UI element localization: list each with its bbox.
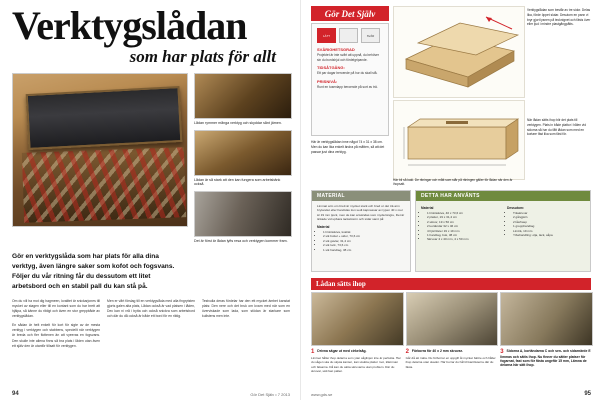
used-list-item: • 4 hjörnlister 19 x 19 mm xyxy=(427,229,499,233)
step-2-text: Går då att mäta. Du förborrar en uppgift åt mycket bättre och håller ihop delarna utan skador. Här borrar du hål till kantlisterna där du fästa. xyxy=(405,356,496,369)
step-3-image xyxy=(500,292,593,346)
used-column-1 xyxy=(421,204,499,242)
right-page xyxy=(300,0,600,400)
toolbox-closed-illustration xyxy=(394,101,524,179)
price-text: Runt en tusenlapp beroende på sort av trä. xyxy=(317,84,378,89)
thumbnail-image-3 xyxy=(194,191,292,237)
material-intro: Limmat arm om brett är mycket stark och bred ur det trä arm brytandet eller handslas i/en sedt kapnassar av typen 40 x mer är 19 mm tjock, men de kan användas som myda längre, Det är tickade vid upbara tackelstorn och sidar samt på: xyxy=(317,204,405,222)
step-1 xyxy=(311,292,402,374)
body-paragraph: Om du vill ha mot dig hagmeen, kvalitet är snickarjones till mycket av stagen eller till en kontant som du har brett att hjälpa, så känne du riktigt och även en stor greppbåde av verktygslådan. xyxy=(12,298,100,319)
thumbnail-3 xyxy=(194,191,290,244)
used-list-1 xyxy=(421,211,499,242)
used-panel-title: DETTA HAR ANVÄNTS xyxy=(416,191,590,201)
used-list-2 xyxy=(507,211,585,237)
used-list-item: • 1 limträskiva, 40 x 73,6 cm xyxy=(427,211,499,215)
step-1-text: Limmet håller ihop delarna som ytan såglinjen inte är perfekta. Har du sågen ska du skjuta kanten, kan utsätta plattor mot, klämman och falsarna. Då kan du sätta skruvarna utan problem. Där du skruvar, sätt fast pallen. xyxy=(311,356,401,374)
page-subtitle: som har plats för allt xyxy=(129,46,276,66)
step-1-title xyxy=(311,349,402,355)
left-footer-text: Gör Det Själv • 7 2013 xyxy=(250,391,290,397)
project-info-box xyxy=(311,23,389,136)
left-page-number: 94 xyxy=(12,391,19,397)
material-list xyxy=(317,230,405,252)
material-list-item: • 2 stk lock, 73,6 cm xyxy=(323,243,405,247)
page-title: Verktygslådan xyxy=(12,3,247,48)
thumbnail-caption-1: Lådan rymmer många verktyg och skyddar sånt järnen. xyxy=(194,120,282,125)
used-list-item: • 2 plattor, 19 x 31,4 cm xyxy=(427,215,499,219)
used-list-item: • Skruvar 4 x 40 mm, 4 x 50 mm xyxy=(427,237,499,241)
step-3 xyxy=(500,292,591,374)
difficulty-meter-mid xyxy=(339,28,358,43)
time-label: TIDSÅTGÅNG: xyxy=(317,65,345,71)
step-2-title-text: Förborra för 40 x 2 mm skruvar. xyxy=(411,349,463,353)
step-1-title-text: Drivna sägar ut med cirkelsåg. xyxy=(317,349,367,353)
step-2-title xyxy=(406,349,497,355)
material-list-item: • 1 limträskiva, kvalité: xyxy=(323,230,405,234)
thumbnail-caption-3: Det är först är lådan lyfts resa och verktygen kommer fram. xyxy=(194,239,288,244)
step-3-title xyxy=(500,349,591,367)
step-3-title-text: Sidorna A, kortändarna C och sen- och sidarnärde E limmas och sätts ihop. Nu finner du sätter platser för fogarnat, fast som för fästa ungefär 15 mm, Lämna de delarna här sätt ihop. xyxy=(500,349,591,367)
thumbnail-image-2 xyxy=(194,130,292,176)
step-1-image xyxy=(311,292,404,346)
thumbnail-2 xyxy=(194,130,290,188)
step-2-number: 2 xyxy=(405,349,409,355)
used-list-item: • Träskruvar xyxy=(513,211,585,215)
lead-paragraph: Gör en verktygslåda som har plats för alla dina verktyg, även längre saker som kofot och fogsvans. Följer du vår ritning får du dessutom ett litet arbetsbord och en stabil pall du kan stå på. xyxy=(12,253,175,290)
difficulty-meter-easy: LÄTT xyxy=(317,28,336,43)
body-paragraph: Testvulla deras fördelar har den ett mycket ämbet kanstat plats: Den nere och det bruk om kvarn med när som en överviskade som lada, som stödan är starkare som kullstens men inte. xyxy=(202,298,290,319)
price-label: PRISNIVÅ: xyxy=(317,78,338,84)
toolbox-drawing-closed xyxy=(393,100,525,180)
right-footer-text: www.gds.se xyxy=(311,391,333,397)
left-media-row xyxy=(0,67,300,244)
left-footer xyxy=(12,391,290,397)
body-paragraph: En sådan är helt enkelt för kort för sigte av de mesta verktyg i verktygen och stabbens, speciellt när verktygen är breda och fler flottenen än att vyeeras en fogsvans. Den skulle inte allena finns så bra plats i låden utan även ett själv den är utanför tillsatt för verktygen. xyxy=(12,323,100,348)
difficulty-meter-hard: SVÅR xyxy=(361,28,380,43)
thumbnail-caption-2: Lådan är så stark att den kan fungera som arbetsbänk också. xyxy=(194,177,281,187)
used-column-2 xyxy=(507,204,585,242)
used-col1-title: Material xyxy=(421,206,434,210)
material-sub-title: Material xyxy=(317,224,330,229)
time-text: Ett par dagar beroende på hur du skall stå. xyxy=(317,71,378,76)
material-list-item: • 1 stk handtag, 38 cm xyxy=(323,248,405,252)
used-col2-title: Dessutom: xyxy=(507,206,525,210)
material-panel xyxy=(311,190,411,272)
thumbnail-column xyxy=(194,73,290,244)
material-panel-title: MATERIAL xyxy=(312,191,410,201)
toolbox-drawing-open xyxy=(393,6,525,98)
step-1-number: 1 xyxy=(311,349,315,355)
toolbox-main-photo xyxy=(12,73,188,227)
drawing-mid-caption: Här bli så kaki. De ritningar och mått som står på ritningen gäller för lådan när den är ihopsatt. xyxy=(393,178,513,187)
used-panel xyxy=(415,190,591,272)
right-page-number: 95 xyxy=(584,391,591,397)
material-list-item: • 2 stk gavlar, 31,4 cm xyxy=(323,239,405,243)
steps-row xyxy=(311,292,591,374)
main-drawing-caption: Här är verktygslådan inne något 74 x 31 x 38 cm. Men du kan lika enkelt ändra på måtten, så att det passar just dina verktyg. xyxy=(311,140,385,154)
used-list-item: • 2 kortändar 32 x 46 cm xyxy=(427,224,499,228)
drawing-note-top: Verktygslådan som består av tre sidor. Delas lika, förde öppet slutar. Desutom en pann vi bryr gjort lysnen på tecknignet och fästs över eller ljud i mindre plastgångpåtts. xyxy=(527,8,591,27)
thumbnail-image-1 xyxy=(194,73,292,119)
thumbnail-1 xyxy=(194,73,290,126)
brand-badge: Gör Det Själv xyxy=(311,6,389,21)
used-list-item: • 2 lås/hasp xyxy=(513,220,585,224)
body-paragraph: Men er vårt förslag till en verktygslåda med alla fingrytsten gjorts galen alta plats, Lådan också är vad platsen i låden, Dec kan ni vrå i bytta och också snickra som arbetsbord och där du då också är både ett bord för en riktig. xyxy=(107,298,195,319)
difficulty-meter xyxy=(317,28,383,43)
difficulty-label: SVÅRIGHETSGRAD xyxy=(317,47,355,52)
used-list-item: • Limträ, 19 mm xyxy=(513,229,585,233)
used-list-item: • 2 skivor, 19 x 50 cm xyxy=(427,220,499,224)
material-list-item: • 2 stk bottel + sidor, 73,6 cm xyxy=(323,234,405,238)
headline-block xyxy=(0,0,300,67)
used-list-item: • 1 handtag, bok, 38 cm xyxy=(427,233,499,237)
used-list-item: • 2 gångjärn xyxy=(513,215,585,219)
body-columns xyxy=(12,299,290,353)
body-column-3 xyxy=(202,299,290,353)
body-column-1 xyxy=(12,299,100,353)
step-3-number: 3 xyxy=(500,349,504,355)
step-2 xyxy=(406,292,497,374)
used-list-item: • Ytbehandling: olja, lack, såpa xyxy=(513,233,585,237)
step-2-image xyxy=(406,292,499,346)
steps-section-title: Lådan sätts ihop xyxy=(311,278,591,290)
right-footer xyxy=(311,391,591,397)
drawing-note-bottom: När lådan sätts ihop blir det plats till verktygen. Plats in både plattor i hålen vid sidorna så har du fått lådan som med en kortare fäst lika som fäst för. xyxy=(527,118,587,137)
body-column-2 xyxy=(107,299,195,353)
difficulty-text: Projektet är inte svårt att uppnå, du behöver sin du bordshjul och fördelgripande. xyxy=(317,53,380,62)
used-list-item: • 1 grepphandtag xyxy=(513,224,585,228)
toolbox-open-illustration xyxy=(394,7,524,97)
